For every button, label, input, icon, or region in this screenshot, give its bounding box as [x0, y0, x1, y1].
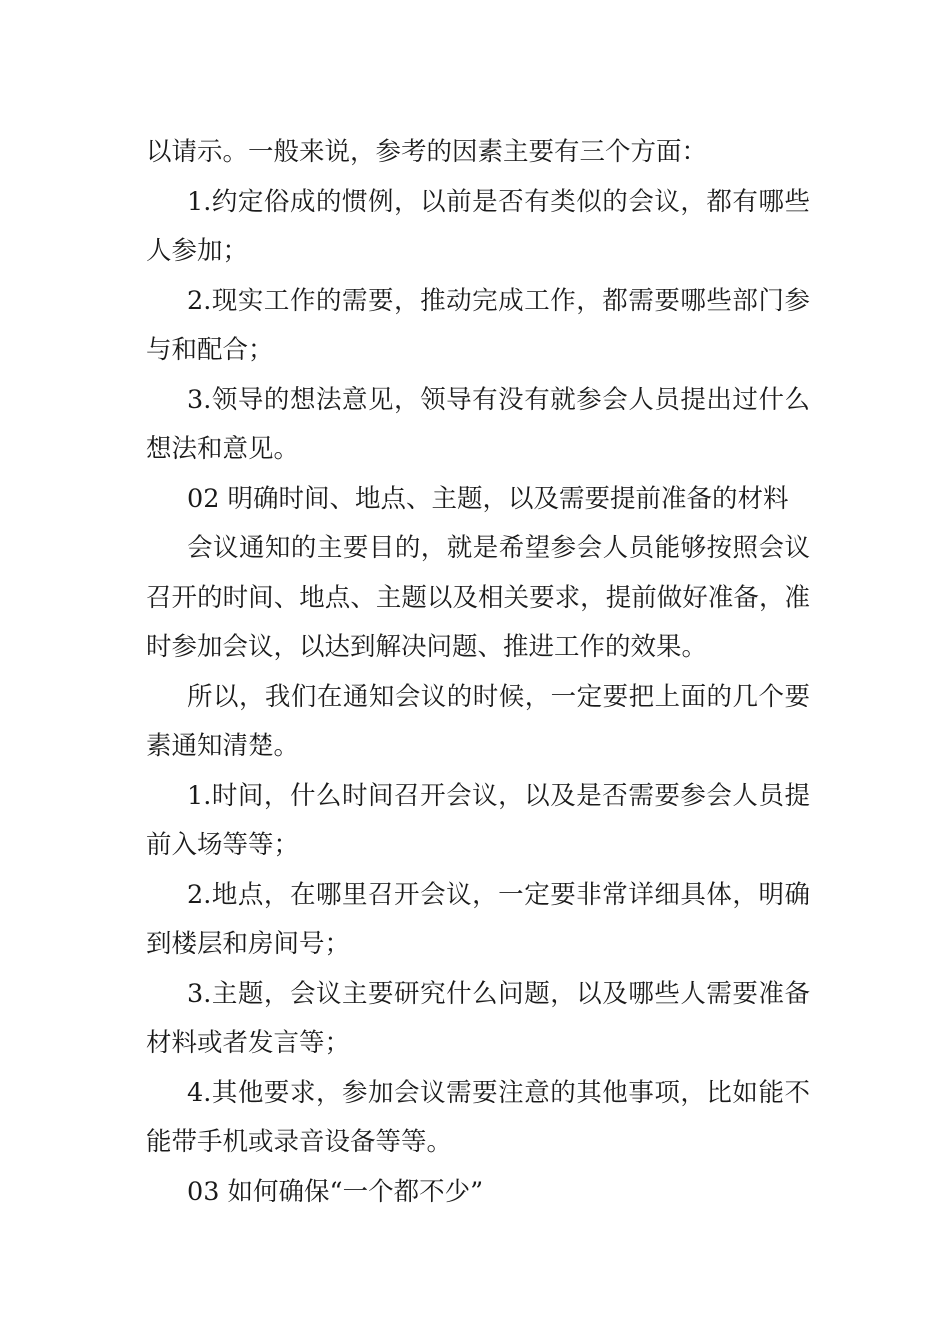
list-item-time: 1.时间，什么时间召开会议，以及是否需要参会人员提前入场等等； — [146, 780, 810, 860]
list-item-other: 4.其他要求，参加会议需要注意的其他事项，比如能不能带手机或录音设备等等。 — [146, 1077, 810, 1157]
paragraph-elements: 所以，我们在通知会议的时候，一定要把上面的几个要素通知清楚。 — [146, 681, 810, 761]
list-item-leader-opinion: 3.领导的想法意见，领导有没有就参会人员提出过什么想法和意见。 — [146, 384, 810, 464]
list-item-location: 2.地点，在哪里召开会议，一定要非常详细具体，明确到楼层和房间号； — [146, 879, 810, 959]
list-item-convention: 1.约定俗成的惯例，以前是否有类似的会议，都有哪些人参加； — [146, 186, 810, 266]
paragraph-continuation: 以请示。一般来说，参考的因素主要有三个方面： — [146, 137, 708, 167]
section-heading-03: 03 如何确保“一个都不少” — [187, 1176, 484, 1207]
section-heading-02: 02 明确时间、地点、主题，以及需要提前准备的材料 — [187, 483, 789, 514]
paragraph-notice-purpose: 会议通知的主要目的，就是希望参会人员能够按照会议召开的时间、地点、主题以及相关要求，提前做好准备，准时参加会议，以达到解决问题、推进工作的效果。 — [146, 533, 810, 662]
list-item-work-needs: 2.现实工作的需要，推动完成工作，都需要哪些部门参与和配合； — [146, 285, 810, 365]
list-item-topic: 3.主题，会议主要研究什么问题，以及哪些人需要准备材料或者发言等； — [146, 978, 810, 1058]
document-body — [146, 128, 810, 1217]
